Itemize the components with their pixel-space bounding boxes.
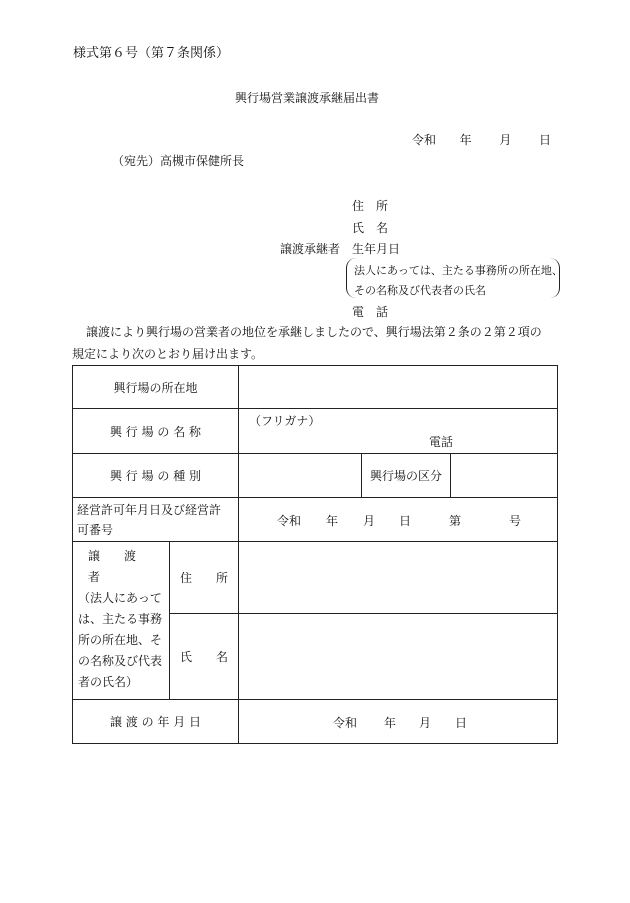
- row-transfer-date: [73, 700, 558, 744]
- transfer-year: 年: [384, 716, 397, 730]
- body-text-line-1: 譲渡により興行場の営業者の地位を承継しましたので、興行場法第２条の２第２項の: [86, 325, 542, 339]
- document-title: 興行場営業譲渡承継届出書: [235, 91, 380, 105]
- applicant-name-label: 氏 名: [352, 221, 389, 235]
- transfer-day: 日: [455, 716, 468, 730]
- corporate-note-line-2: その名称及び代表者の氏名: [354, 284, 486, 297]
- transferor-label: 譲 渡 者 （法人にあって は、主たる事務 所の所在地、そ の名称及び代表 者の氏名）: [73, 542, 170, 700]
- permit-era: 令和: [277, 514, 302, 528]
- permit-year: 年: [326, 514, 339, 528]
- permit-number-suffix: 号: [509, 514, 522, 528]
- date-line: [412, 131, 551, 148]
- addressee: （宛先）高槻市保健所長: [112, 154, 245, 168]
- applicant-role-label: 譲渡承継者: [280, 242, 341, 256]
- date-year: 年: [459, 133, 472, 147]
- date-month: 月: [499, 133, 512, 147]
- permit-label: 経営許可年月日及び経営許 可番号: [73, 498, 239, 542]
- body-text-line-2: 規定により次のとおり届け出ます。: [72, 347, 264, 361]
- transfer-date-label: 譲 渡 の 年 月 日: [73, 700, 239, 744]
- facility-phone-label: 電話: [429, 435, 454, 449]
- facility-category-label: 興行場の区分: [362, 454, 451, 498]
- transfer-date-value[interactable]: [239, 700, 558, 744]
- permit-value[interactable]: [239, 498, 558, 542]
- corporate-note-line-1: 法人にあっては、主たる事務所の所在地、: [354, 264, 563, 277]
- row-transferor-address: [73, 542, 558, 614]
- row-facility-name: [73, 409, 558, 454]
- facility-category-value[interactable]: [451, 454, 558, 498]
- form-number: 様式第６号（第７条関係）: [73, 46, 230, 61]
- applicant-phone-label: 電 話: [352, 305, 389, 319]
- facility-type-label: 興 行 場 の 種 別: [73, 454, 239, 498]
- transfer-month: 月: [419, 716, 432, 730]
- permit-number-prefix: 第: [449, 514, 462, 528]
- permit-month: 月: [363, 514, 376, 528]
- row-permit: [73, 498, 558, 542]
- facility-type-value[interactable]: [239, 454, 362, 498]
- transferor-address-value[interactable]: [239, 542, 558, 614]
- location-label: 興行場の所在地: [73, 366, 239, 409]
- location-value[interactable]: [239, 366, 558, 409]
- date-day: 日: [539, 133, 552, 147]
- date-era: 令和: [412, 133, 437, 147]
- notification-table: [72, 365, 558, 744]
- applicant-birth-label: 生年月日: [352, 242, 401, 256]
- transferor-name-label: 氏 名: [170, 613, 239, 699]
- transfer-era: 令和: [333, 716, 358, 730]
- transferor-address-label: 住 所: [170, 542, 239, 614]
- transferor-name-value[interactable]: [239, 613, 558, 699]
- row-facility-type: [73, 454, 558, 498]
- permit-day: 日: [399, 514, 412, 528]
- facility-name-value[interactable]: [239, 409, 558, 454]
- row-location: [73, 366, 558, 409]
- facility-name-label: 興 行 場 の 名 称: [73, 409, 239, 454]
- applicant-address-label: 住 所: [352, 199, 389, 213]
- furigana-label: （フリガナ）: [249, 414, 321, 428]
